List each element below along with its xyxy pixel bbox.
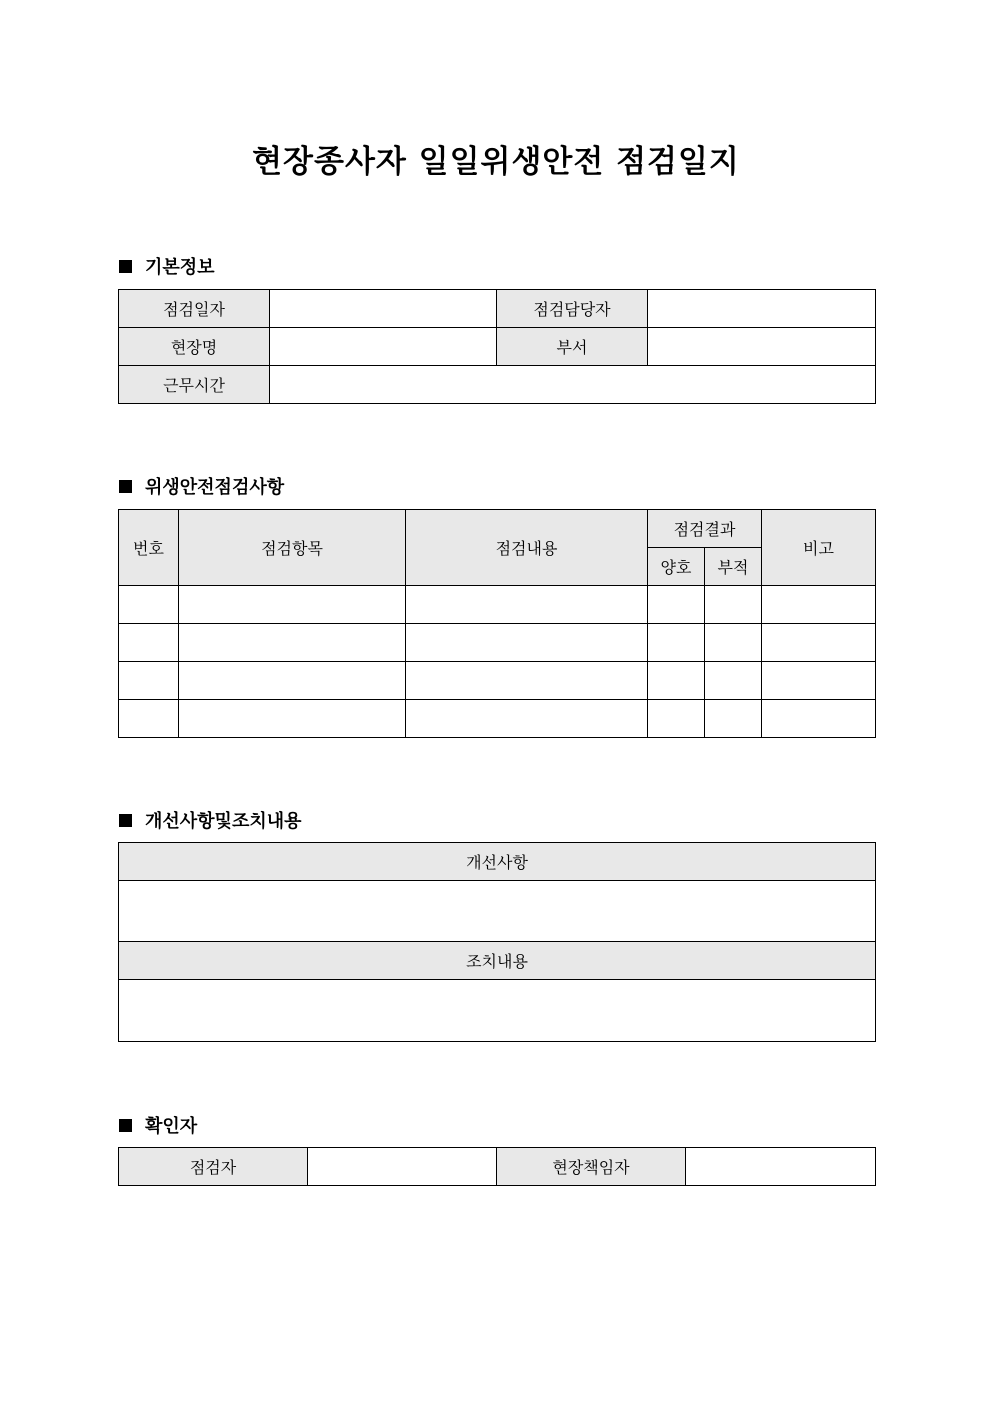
row-content-cell[interactable] <box>406 700 648 738</box>
inspection-date-label: 점검일자 <box>119 290 270 328</box>
row-bad-cell[interactable] <box>705 662 762 700</box>
section-heading-confirmation <box>119 1112 197 1138</box>
row-content-cell[interactable] <box>406 662 648 700</box>
row-remarks-cell[interactable] <box>762 662 876 700</box>
square-bullet-icon <box>119 260 132 273</box>
basic-info-table <box>118 289 876 404</box>
table-row <box>119 624 876 662</box>
inspector-signature-field[interactable] <box>308 1148 497 1186</box>
document-title: 현장종사자 일일위생안전 점검일지 <box>252 144 740 180</box>
row-good-cell[interactable] <box>648 662 705 700</box>
row-bad-cell[interactable] <box>705 624 762 662</box>
square-bullet-icon <box>119 480 132 493</box>
row-number-cell[interactable] <box>119 586 179 624</box>
row-good-cell[interactable] <box>648 586 705 624</box>
site-manager-signature-field[interactable] <box>686 1148 876 1186</box>
row-item-cell[interactable] <box>179 624 406 662</box>
column-header-number: 번호 <box>119 510 179 586</box>
column-header-result: 점검결과 <box>648 510 762 548</box>
row-remarks-cell[interactable] <box>762 624 876 662</box>
confirmation-table <box>118 1147 876 1186</box>
row-number-cell[interactable] <box>119 700 179 738</box>
department-field[interactable] <box>648 328 876 366</box>
section-title: 위생안전점검사항 <box>145 477 285 498</box>
row-item-cell[interactable] <box>179 662 406 700</box>
section-title: 개선사항및조치내용 <box>145 811 302 832</box>
site-name-label: 현장명 <box>119 328 270 366</box>
row-item-cell[interactable] <box>179 700 406 738</box>
checklist-table <box>118 509 876 738</box>
work-hours-label: 근무시간 <box>119 366 270 404</box>
department-label: 부서 <box>497 328 648 366</box>
row-bad-cell[interactable] <box>705 586 762 624</box>
row-good-cell[interactable] <box>648 624 705 662</box>
section-title: 기본정보 <box>145 257 215 278</box>
row-bad-cell[interactable] <box>705 700 762 738</box>
row-content-cell[interactable] <box>406 586 648 624</box>
site-name-field[interactable] <box>270 328 497 366</box>
section-heading-checklist <box>119 473 284 499</box>
improvement-label: 개선사항 <box>119 843 876 881</box>
action-label: 조치내용 <box>119 942 876 980</box>
action-field[interactable] <box>119 980 876 1042</box>
column-header-bad: 부적 <box>705 548 762 586</box>
column-header-good: 양호 <box>648 548 705 586</box>
inspector-label: 점검자 <box>119 1148 308 1186</box>
row-number-cell[interactable] <box>119 624 179 662</box>
row-remarks-cell[interactable] <box>762 586 876 624</box>
section-title: 확인자 <box>145 1116 198 1137</box>
row-content-cell[interactable] <box>406 624 648 662</box>
table-row <box>119 586 876 624</box>
improvements-table <box>118 842 876 1042</box>
inspection-date-field[interactable] <box>270 290 497 328</box>
inspector-in-charge-field[interactable] <box>648 290 876 328</box>
site-manager-label: 현장책임자 <box>497 1148 686 1186</box>
column-header-item: 점검항목 <box>179 510 406 586</box>
row-number-cell[interactable] <box>119 662 179 700</box>
row-item-cell[interactable] <box>179 586 406 624</box>
column-header-content: 점검내용 <box>406 510 648 586</box>
row-good-cell[interactable] <box>648 700 705 738</box>
section-heading-basic-info <box>119 253 215 279</box>
row-remarks-cell[interactable] <box>762 700 876 738</box>
table-row <box>119 700 876 738</box>
work-hours-field[interactable] <box>270 366 876 404</box>
table-row <box>119 662 876 700</box>
improvement-field[interactable] <box>119 881 876 942</box>
square-bullet-icon <box>119 814 132 827</box>
square-bullet-icon <box>119 1119 132 1132</box>
column-header-remarks: 비고 <box>762 510 876 586</box>
section-heading-improvements <box>119 807 302 833</box>
inspector-in-charge-label: 점검담당자 <box>497 290 648 328</box>
